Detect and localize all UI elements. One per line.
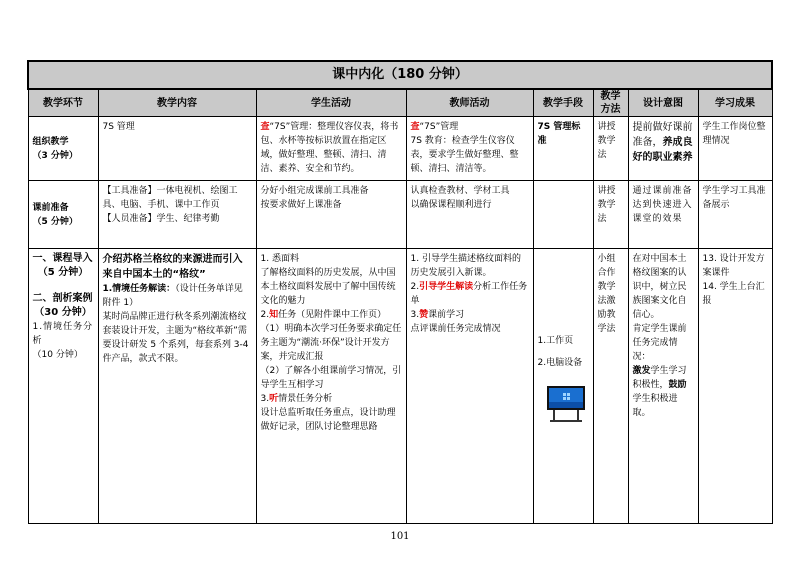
row3-content-head: 介绍苏格兰格纹的来源进而引入来自中国本土的“格纹” <box>102 254 243 280</box>
header-method <box>593 89 628 117</box>
header-student: 学生活动 <box>256 89 406 117</box>
row2-teacher-1: 认真检查教材、学材工具 <box>410 186 510 196</box>
row3-intent-3 <box>633 364 694 420</box>
row3-student-3-text: 任务（见附件课中工作页） <box>278 310 387 320</box>
row2-step-title: 课前准备 <box>32 202 69 213</box>
row2-student-2: 按要求做好上课准备 <box>260 200 342 210</box>
row3-student-5: （2）了解各小组课前学习情况，引导学生互相学习 <box>260 366 402 390</box>
header-step: 教学环节 <box>28 89 98 117</box>
header-method-line2: 方法 <box>600 104 621 115</box>
row3-teacher-3-text: 课前学习 <box>428 310 465 320</box>
row3-student-3-num: 2. <box>260 310 270 320</box>
row3-teacher-2-num: 2. <box>410 282 420 292</box>
row3-teacher <box>406 249 533 524</box>
row3-method: 小组合作教学法激励教学法 <box>593 249 628 524</box>
row3-step-a-time: （5 分钟） <box>37 267 89 278</box>
row3-student-3 <box>261 308 402 322</box>
row3-step-a: 一、课程导入 <box>32 253 93 264</box>
row2-content-2: 【人员准备】学生、纪律考勤 <box>102 214 220 224</box>
monitor-screen-icon <box>546 384 586 424</box>
row3-intent <box>628 249 698 524</box>
row2-teacher <box>406 181 533 249</box>
row1-intent-b: 养成良好的职业素养 <box>632 137 693 163</box>
row1-intent-a: 提前做好课前准备， <box>632 122 693 148</box>
header-content: 教学内容 <box>98 89 256 117</box>
table-header-row <box>28 89 772 117</box>
row3-content-task-title: 1.情境任务解读： <box>102 284 176 294</box>
row1-step-title: 组织教学 <box>32 136 69 147</box>
row1-teacher <box>406 117 533 181</box>
table-row <box>28 181 772 249</box>
row1-teacher-highlight: 查 <box>410 122 420 132</box>
row1-student-text: “7S”管理：整理仪容仪表，将书包、水杯等按标识放置在指定区域，做好整理、整顿、清扫、清洁、素养、安全和节约。 <box>260 122 399 174</box>
row3-teacher-4: 点评课前任务完成情况 <box>410 324 501 334</box>
row3-intent-4-highlight: 鼓励 <box>668 380 687 390</box>
row3-student-3-highlight: 知 <box>269 310 279 320</box>
row3-content-body: 某时尚品牌正进行秋冬系列潮流格纹套装设计开发，主题为“格纹革新”需要设计研发 5 个系列，每套系列 3-4 件产品，款式不限。 <box>102 312 249 364</box>
row3-tools-1: 1.工作页 <box>537 336 574 346</box>
row1-teacher-text2: 7S 教育：检查学生仪容仪表，要求学生做好整理、整顿、清扫、清洁等。 <box>410 136 519 174</box>
row3-step-spacer <box>33 280 94 292</box>
row2-student <box>256 181 406 249</box>
row2-intent: 通过课前准备达到快速进入课堂的效果 <box>628 181 698 249</box>
row2-step <box>28 181 98 249</box>
row1-method: 讲授教学法 <box>593 117 628 181</box>
row3-student-4: （1）明确本次学习任务要求确定任务主题为“潮流·环保”设计开发方案，并完成汇报 <box>260 324 402 362</box>
row3-outcome-1: 13. 设计开发方案课件 <box>702 254 765 278</box>
table-row <box>28 117 772 181</box>
row3-teacher-1: 1. 引导学生描述格纹面料的历史发展引入新课。 <box>410 254 521 278</box>
row1-step <box>28 117 98 181</box>
header-method-line1: 教学 <box>600 91 621 102</box>
row3-step-c: 1.情境任务分析 <box>32 322 94 346</box>
row3-tools-spacer <box>538 252 589 334</box>
row1-teacher-text: “7S”管理 <box>419 122 459 132</box>
row1-outcome: 学生工作岗位整理情况 <box>698 117 772 181</box>
row1-student <box>256 117 406 181</box>
row1-step-time: （3 分钟） <box>32 150 78 161</box>
row3-step-c-time: （10 分钟） <box>32 350 83 360</box>
row2-tools <box>533 181 593 249</box>
row3-content <box>98 249 256 524</box>
row3-step-b-time: （30 分钟） <box>34 307 92 318</box>
row3-teacher-3-num: 3. <box>410 310 420 320</box>
row3-teacher-2-text: 分析工作任务单 <box>410 282 528 306</box>
row1-content: 7S 管理 <box>98 117 256 181</box>
row3-student-6-text: 情景任务分析 <box>278 394 333 404</box>
table-title-row <box>28 61 772 89</box>
page-number: 101 <box>390 531 410 542</box>
row3-outcome <box>698 249 772 524</box>
row3-student <box>256 249 406 524</box>
row3-student-2: 了解格纹面料的历史发展，从中国本土格纹面料发展中了解中国传统文化的魅力 <box>260 268 396 306</box>
lesson-plan-table <box>27 60 773 524</box>
row3-teacher-2-highlight: 引导学生解读 <box>419 282 474 292</box>
row2-outcome: 学生学习工具准备展示 <box>698 181 772 249</box>
row3-intent-4-text: 学生积极进取。 <box>632 394 678 418</box>
row3-tools-text <box>538 334 589 370</box>
row2-student-1: 分好小组完成课前工具准备 <box>260 186 369 196</box>
header-teacher: 教师活动 <box>406 89 533 117</box>
header-tools: 教学手段 <box>533 89 593 117</box>
row2-step-time: （5 分钟） <box>32 216 78 227</box>
row3-step-b: 二、剖析案例 <box>32 293 93 304</box>
row3-intent-3-highlight: 激发 <box>632 366 651 376</box>
row3-student-6 <box>261 392 402 406</box>
row3-tools-2: 2.电脑设备 <box>537 358 583 368</box>
row2-method: 讲授教学法 <box>593 181 628 249</box>
row3-teacher-3-highlight: 赞 <box>419 310 429 320</box>
row2-content-1: 【工具准备】一体电视机、绘图工具、电脑、手机、课中工作页 <box>102 186 238 210</box>
row3-outcome-2: 14. 学生上台汇报 <box>702 282 765 306</box>
row3-intent-1: 在对中国本土格纹图案的认识中，树立民族图案文化自信心。 <box>632 254 687 320</box>
header-outcome: 学习成果 <box>698 89 772 117</box>
row3-student-6-highlight: 听 <box>269 394 279 404</box>
header-intent: 设计意图 <box>628 89 698 117</box>
row2-content <box>98 181 256 249</box>
row3-student-6-num: 3. <box>260 394 270 404</box>
row1-student-highlight: 查 <box>260 122 270 132</box>
table-title: 课中内化（180 分钟） <box>28 61 772 89</box>
row1-tools: 7S 管理标准 <box>533 117 593 181</box>
row3-intent-2: 肯定学生课前任务完成情况： <box>632 324 687 362</box>
row3-intent-3-text: 学生学习积极性， <box>632 366 687 390</box>
table-row <box>28 249 772 524</box>
row2-teacher-2: 以确保课程顺利进行 <box>410 200 492 210</box>
row3-student-7: 设计总监听取任务重点，设计助理做好记录，团队讨论整理思路 <box>260 408 396 432</box>
row1-intent <box>628 117 698 181</box>
row3-student-1: 1. 悉面料 <box>260 254 299 264</box>
row3-content-task-ref: （设计任务单详见附件 1） <box>102 284 243 308</box>
row3-teacher-2 <box>411 280 529 308</box>
row3-step <box>28 249 98 524</box>
row3-teacher-3 <box>411 308 529 322</box>
row3-content-task <box>103 282 252 310</box>
row3-tools <box>533 249 593 524</box>
